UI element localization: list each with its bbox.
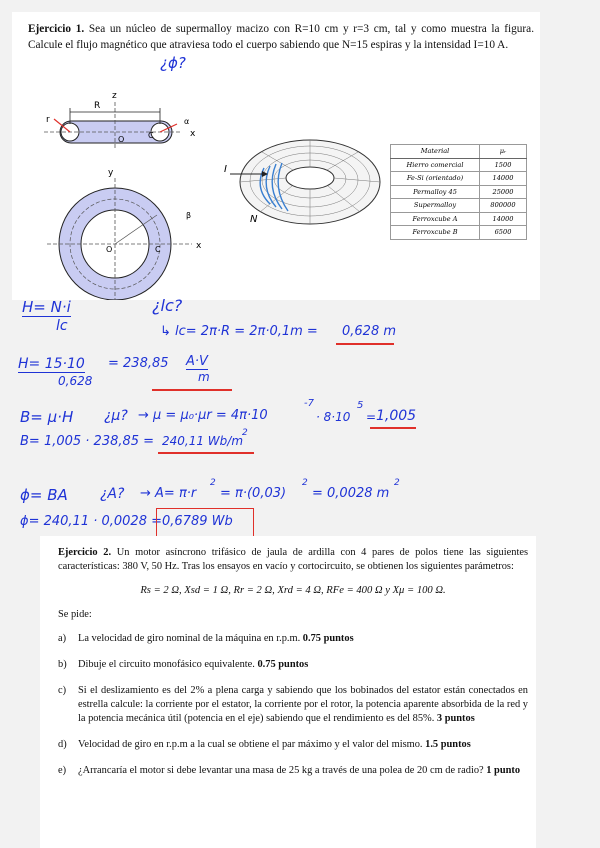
mu-equals: = [366,410,377,424]
h-formula-numerator: H= N·i [22,298,71,316]
item-text: Dibuje el circuito monofásico equivalente. [78,659,255,670]
mu-result-underline [370,427,416,429]
table-cell: 14000 [480,172,527,186]
b-result: 240,11 Wb/m [162,434,244,448]
C-label-bottom: C [155,245,161,254]
O-label-top: O [118,135,125,144]
O-label-bottom: O [106,245,113,254]
toroid-cross-section-diagram [32,84,212,300]
material-permeability-table [390,144,527,240]
handwritten-flux-question: ¿ϕ? [160,54,186,72]
mu-multiplier: · 8·10 [316,410,351,424]
item-points: 0.75 puntos [302,633,354,644]
x-axis-label-top: x [190,129,196,139]
area-exponent-2: 2 [302,478,308,488]
C-label-top: C [148,131,154,140]
exercise-1-text: Sea un núcleo de supermalloy macizo con R=10 cm y r=3 cm, tal y como muestra la figura. Calcule el flujo magnético que atraviesa todo el cuerpo sabiendo que N=15 espiras y la intensidad I=10 A. [28,23,535,51]
area-exponent: 2 [210,478,216,488]
table-row [391,199,527,213]
area-calculation: → A= π·r [140,486,197,501]
lc-result: 0,628 m [342,324,397,339]
table-cell: 25000 [480,185,527,199]
table-cell: 800000 [480,199,527,213]
table-cell: 14000 [480,212,527,226]
item-points: 1.5 puntos [425,739,471,750]
area-exponent-3: 2 [394,478,400,488]
phi-calculation: ϕ= 240,11 · 0,0028 = [20,514,162,529]
current-I-label: I [224,164,227,175]
table-cell: 6500 [480,226,527,240]
R-label: R [94,101,101,111]
list-item [58,632,528,646]
table-cell: Permalloy 45 [391,185,480,199]
h-unit-numerator: A·V [186,354,208,369]
exercise-2-statement [58,546,528,790]
exercise-1-sheet [12,12,540,300]
table-row [391,172,527,186]
h-result-underline [152,389,232,391]
x-axis-label-bottom: x [196,241,202,251]
table-header-mur: μᵣ [480,145,527,159]
item-points: 3 puntos [436,713,475,724]
area-calculation-2: = π·(0,03) [220,486,287,501]
turns-N-label: N [250,214,258,225]
mu-question: ¿μ? [104,408,128,424]
mu-exponent: -7 [304,398,314,409]
exercise-2-text: Un motor asíncrono trifásico de jaula de ardilla con 4 pares de polos tiene las siguientes características: 380 V, 50 Hz. Tras los ensayos en vacío y cortocircuito, se obtienen los siguientes parámetros: [58,547,528,572]
b-result-underline [158,452,254,454]
item-points: 1 punto [486,765,521,776]
phi-result-box [156,508,254,538]
list-item [58,738,528,752]
beta-label: β [186,211,192,220]
lc-result-underline [336,343,394,345]
mu-calculation: → μ = μ₀·μr = 4π·10 [138,408,268,423]
h-unit-denominator: m [198,370,210,384]
item-letter: a) [58,633,67,644]
table-cell: Ferroxcube A [391,212,480,226]
b-exponent: 2 [242,428,248,438]
item-text: Si el deslizamiento es del 2% a plena carga y sabiendo que los bobinados del estator están conectados en estrella calcule: la corriente por el estator, la corriente por el rotor, la potencia aparente absorbida de la red y la potencia mecánica útil (potencia en el eje) sabiendo que el rendimiento es del 85%. [78,685,528,724]
alpha-label: α [184,117,190,126]
b-formula: B= μ·H [20,408,74,426]
exercise-1-label: Ejercicio 1. [28,23,85,35]
b-calculation: B= 1,005 · 238,85 = [20,434,155,449]
table-header-row [391,145,527,159]
area-result: = 0,0028 m [312,486,390,501]
list-item [58,684,528,726]
motor-parameters-formula: Rs = 2 Ω, Xsd = 1 Ω, Rr = 2 Ω, Xrd = 4 Ω, RFe = 400 Ω y Xμ = 100 Ω. [140,585,446,596]
table-cell: Fe-Si (orientado) [391,172,480,186]
list-item [58,658,528,672]
exercise-1-statement [28,22,534,53]
r-label: r [46,115,50,125]
h-calc-denominator: 0,628 [58,374,93,388]
item-points: 0.75 puntos [257,659,309,670]
item-text: ¿Arrancaría el motor si debe levantar una masa de 25 kg a través de una polea de 20 cm de radio? [78,765,484,776]
h-calc-value: = 238,85 [108,356,169,371]
table-cell: Ferroxcube B [391,226,480,240]
area-question: ¿A? [100,486,125,502]
h-formula-denominator: lc [56,318,68,334]
exercise-2-label: Ejercicio 2. [58,547,112,558]
table-row [391,212,527,226]
item-letter: b) [58,659,67,670]
item-letter: d) [58,739,67,750]
phi-result: 0,6789 Wb [162,514,233,529]
lc-question: ¿lc? [152,296,183,315]
torus-coil-illustration [224,128,392,236]
mu-result: 1,005 [376,408,417,424]
exercise-2-sheet [40,536,536,848]
h-calc-numerator: H= 15·10 [18,356,85,372]
table-cell: Hierro comercial [391,158,480,172]
phi-formula: ϕ= BA [20,486,68,504]
y-axis-label: y [108,168,114,178]
se-pide-label: Se pide: [58,609,92,620]
table-row [391,226,527,240]
mu-exponent-2: 5 [357,400,364,411]
list-item [58,764,528,778]
lc-calculation: ↳ lc= 2π·R = 2π·0,1m = [160,324,318,339]
item-text: La velocidad de giro nominal de la máquina en r.p.m. [78,633,301,644]
table-cell: 1500 [480,158,527,172]
table-row [391,158,527,172]
table-header-material: Material [391,145,480,159]
table-cell: Supermalloy [391,199,480,213]
item-text: Velocidad de giro en r.p.m a la cual se obtiene el par máximo y el valor del mismo. [78,739,423,750]
table-row [391,185,527,199]
item-letter: c) [58,685,67,696]
item-letter: e) [58,765,67,776]
z-axis-label: z [112,91,117,101]
